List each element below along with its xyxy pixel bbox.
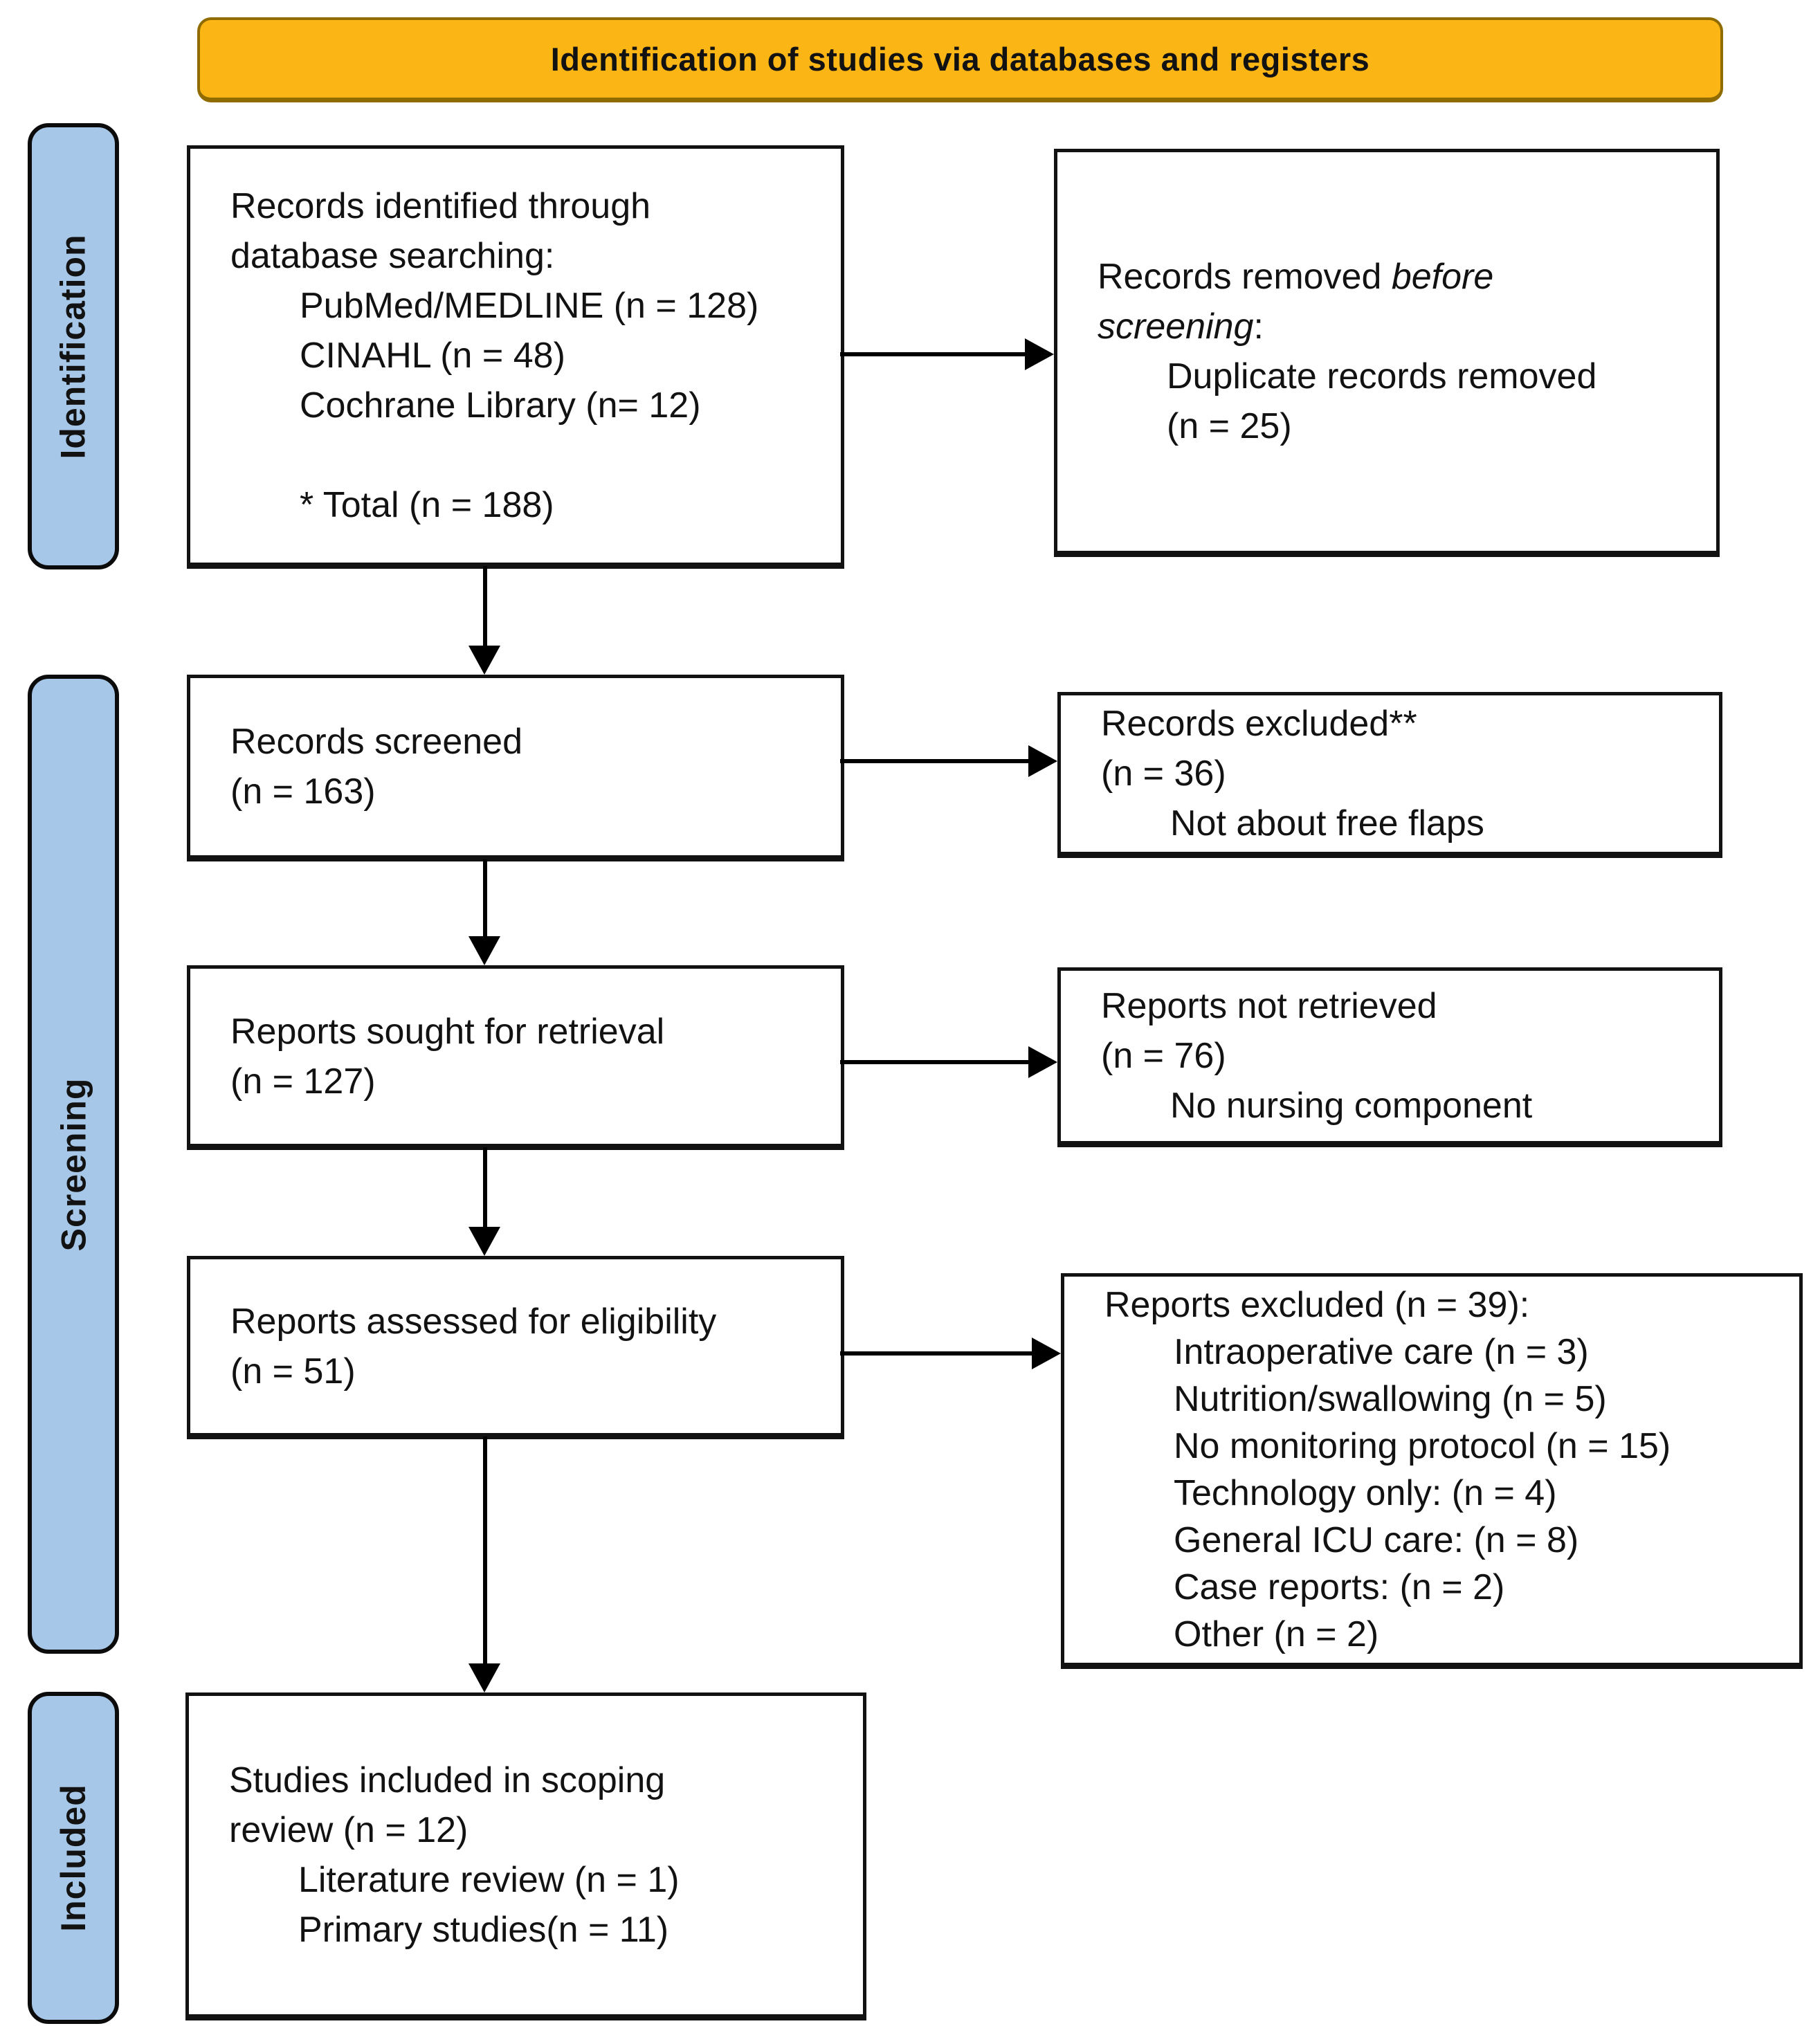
title-banner [197, 17, 1723, 102]
arrow-identified-to-removed-shaft [840, 352, 1025, 356]
arrow-screened-to-sought-head-icon [468, 936, 500, 965]
stage-label-screening-text: Screening [54, 1077, 93, 1251]
arrow-assessed-to-excludedreasons-shaft [840, 1351, 1032, 1356]
stage-label-screening [28, 675, 119, 1654]
box-reports-sought: Reports sought for retrieval (n = 127) [187, 965, 844, 1150]
arrow-sought-to-notretrieved-shaft [840, 1060, 1028, 1064]
arrow-assessed-to-included-shaft [483, 1436, 487, 1665]
stage-label-included-text: Included [54, 1784, 93, 1932]
box-reports-excluded-reasons: Reports excluded (n = 39): Intraoperative care (n = 3) Nutrition/swallowing (n = 5) No monitoring protocol (n = 15) Technology only: (n = 4) General ICU care: (n = 8) Case reports: (n = 2) Other (n = 2) [1061, 1273, 1803, 1669]
arrow-identified-to-screened-shaft [483, 566, 487, 647]
arrow-identified-to-screened-head-icon [468, 646, 500, 675]
box-reports-assessed: Reports assessed for eligibility (n = 51) [187, 1256, 844, 1439]
arrow-sought-to-notretrieved-head-icon [1028, 1046, 1057, 1078]
box-records-identified: Records identified through database searching: PubMed/MEDLINE (n = 128) CINAHL (n = 48) Cochrane Library (n= 12) * Total (n = 188) [187, 145, 844, 569]
box-records-excluded: Records excluded** (n = 36) Not about free flaps [1057, 692, 1722, 858]
arrow-screened-to-excluded-shaft [840, 759, 1028, 763]
stage-label-identification-text: Identification [54, 233, 93, 459]
box-reports-not-retrieved: Reports not retrieved (n = 76) No nursing component [1057, 967, 1722, 1147]
box-records-removed-before-screening: Records removed before screening: Duplicate records removed (n = 25) [1054, 149, 1720, 557]
title-banner-label: Identification of studies via databases and registers [550, 40, 1370, 77]
arrow-sought-to-assessed-head-icon [468, 1227, 500, 1256]
arrow-identified-to-removed-head-icon [1025, 338, 1054, 370]
arrow-screened-to-sought-shaft [483, 859, 487, 938]
arrow-assessed-to-excludedreasons-head-icon [1032, 1338, 1061, 1369]
box-records-screened: Records screened (n = 163) [187, 675, 844, 861]
arrow-sought-to-assessed-shaft [483, 1147, 487, 1228]
stage-label-included [28, 1692, 119, 2024]
arrow-screened-to-excluded-head-icon [1028, 745, 1057, 777]
stage-label-identification [28, 123, 119, 569]
arrow-assessed-to-included-head-icon [468, 1663, 500, 1692]
box-studies-included: Studies included in scoping review (n = 12) Literature review (n = 1) Primary studies(n = 11) [185, 1692, 866, 2020]
